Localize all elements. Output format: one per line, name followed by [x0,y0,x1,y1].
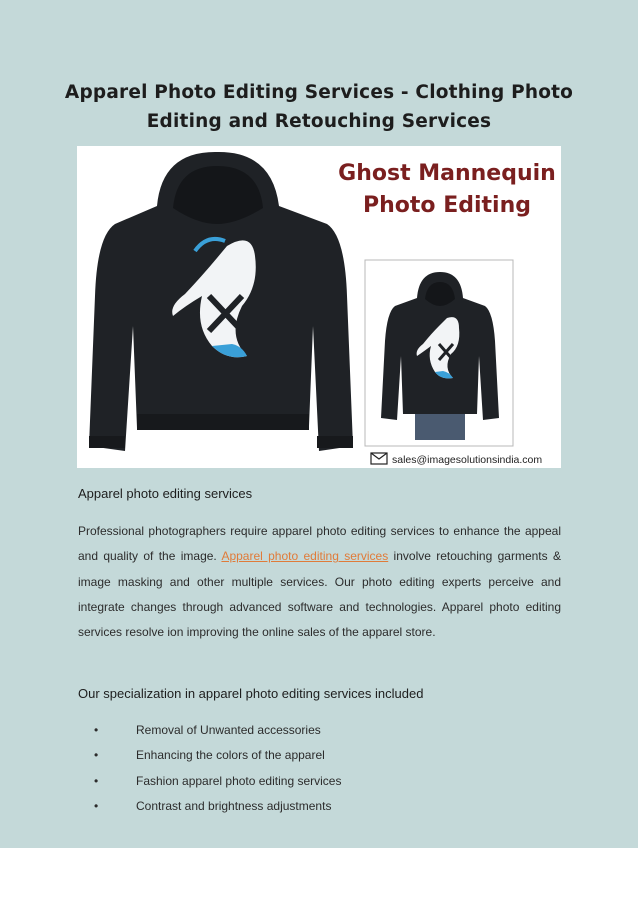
list-item-label: Contrast and brightness adjustments [136,798,332,813]
page-title [40,78,598,136]
bullet-icon: • [94,723,99,737]
list-item [78,743,558,768]
envelope-icon [371,453,387,464]
list-item [78,794,558,819]
paragraph-text-end: involve retouching garments & image masking and other multiple services. Our photo editing experts perceive and integrate changes through advanced software and technologies. Apparel photo editing services resolve ion improving the online sales of the apparel store. [78,549,561,640]
section-heading-specialization: Our specialization in apparel photo editing services included [78,686,424,701]
hero-headline-line-1: Ghost Mannequin [338,161,556,186]
ghost-mannequin-illustration [77,146,561,468]
bullet-icon: • [94,798,99,813]
specialization-list [78,718,558,819]
list-item-label: Removal of Unwanted accessories [136,723,321,737]
hero-email: sales@imagesolutionsindia.com [392,454,543,466]
hero-headline-line-2: Photo Editing [363,193,531,218]
list-item-label: Fashion apparel photo editing services [136,773,342,788]
apparel-photo-editing-link[interactable]: Apparel photo editing services [221,549,389,564]
hero-image [77,146,561,468]
page-title-line-1: Apparel Photo Editing Services - Clothing Photo [64,82,574,103]
list-item [78,769,558,794]
list-item [78,718,558,743]
page-title-line-2: Editing and Retouching Services [146,111,492,132]
bullet-icon: • [94,748,99,763]
intro-paragraph [78,519,561,645]
section-heading-services: Apparel photo editing services [78,486,253,501]
bullet-icon: • [94,773,99,788]
paragraph-text-start: Professional photographers require apparel photo editing services to enhance the appeal and quality of the image. [78,524,561,564]
inset-hoodie-frame [365,260,513,446]
list-item-label: Enhancing the colors of the apparel [136,748,325,763]
hoodie-large-back [89,152,353,451]
